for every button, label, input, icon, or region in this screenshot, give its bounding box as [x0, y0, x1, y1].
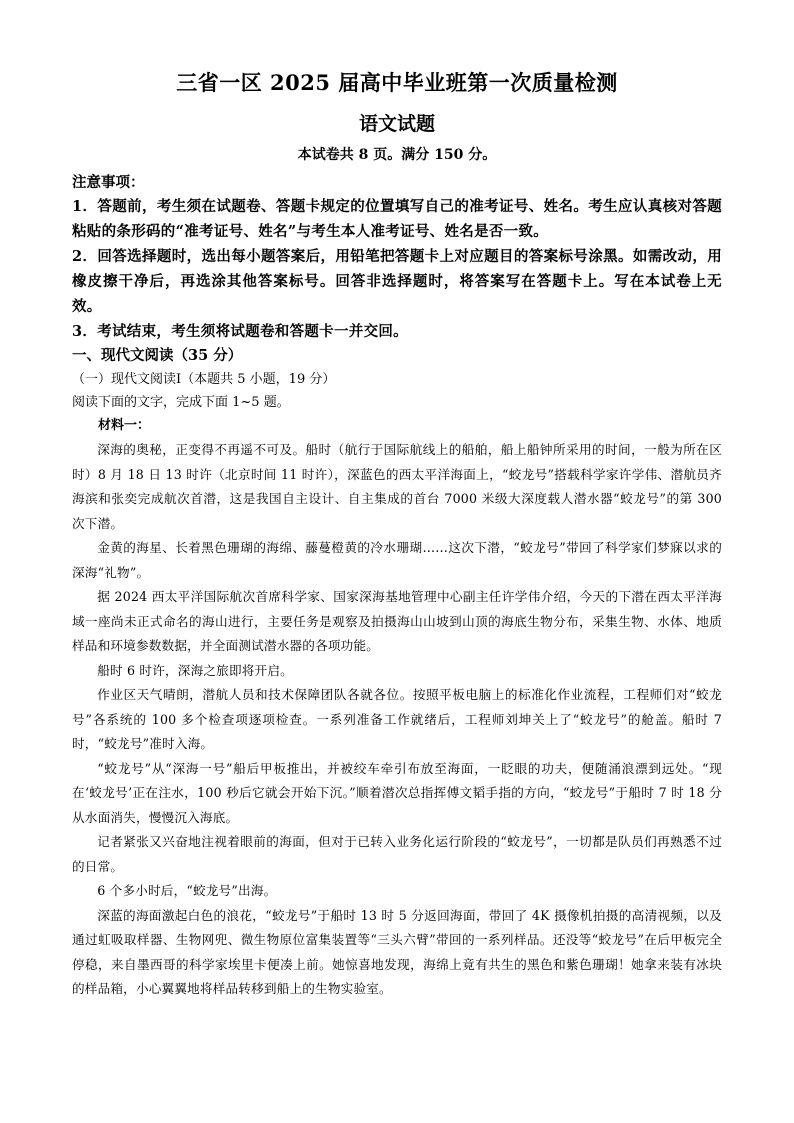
exam-meta: 本试卷共 8 页。满分 150 分。 — [297, 147, 497, 163]
subject-title: 语文试题 — [358, 113, 435, 135]
paragraph-8: 6 个多小时后，“蛟龙号”出海。 — [97, 883, 277, 898]
exam-title: 三省一区 2025 届高中毕业班第一次质量检测 — [176, 70, 618, 95]
notes-heading: 注意事项： — [72, 174, 145, 191]
note-item-2: 2．回答选择题时，选出每小题答案后，用铅笔把答题卡上对应题目的答案标号涂黑。如需改动，用橡皮擦干净后，再选涂其他答案标号。回答非选择题时，将答案写在答题卡上。写在本试卷上无效。 — [72, 248, 722, 315]
paragraph-4: 船时 6 时许，深海之旅即将开启。 — [97, 662, 293, 678]
paragraph-9: 深蓝的海面激起白色的浪花，“蛟龙号”于船时 13 时 5 分返回海面，带回了 4K 摄像机拍摄的高清视频，以及通过虹吸取样器、生物网兜、微生物原位富集装置等“三头六臂”带回的一系列样品。还没等“蛟龙号”在后甲板完全停稳，来自墨西哥的科学家埃里卡便凑上前。她惊喜地发现，海绵上竟有共生的黑色和紫色珊瑚！她拿来装有冰块的样品箱，小心翼翼地将样品转移到船上的生物实验室。 — [72, 907, 722, 996]
note-item-1: 1．答题前，考生须在试题卷、答题卡规定的位置填写自己的准考证号、姓名。考生应认真核对答题粘贴的条形码的“准考证号、姓名”与考生本人准考证号、姓名是否一致。 — [72, 198, 722, 240]
subsection-heading: （一）现代文阅读Ⅰ（本题共 5 小题，19 分） — [72, 372, 336, 387]
reading-instruction: 阅读下面的文字，完成下面 1~5 题。 — [72, 395, 290, 410]
section-heading: 一、现代文阅读（35 分） — [72, 347, 243, 364]
paragraph-7: 记者紧张又兴奋地注视着眼前的海面，但对于已转入业务化运行阶段的“蛟龙号”，一切都是队员们再熟悉不过的日常。 — [72, 834, 722, 874]
paragraph-6: “蛟龙号”从“深海一号”船后甲板推出，并被绞车牵引布放至海面，一眨眼的功夫，便随涌浪漂到远处。“现在‘蛟龙号’正在注水，100 秒后它就会开始下沉。”顺着潜次总指挥傅文韬手指的方向，“蛟龙号”于船时 7 时 18 分从水面消失，慢慢沉入海底。 — [72, 760, 722, 825]
material-label: 材料一： — [98, 418, 151, 433]
paragraph-2: 金黄的海星、长着黑色珊瑚的海绵、藤蔓橙黄的冷水珊瑚……这次下潜，“蛟龙号”带回了科学家们梦寐以求的深海“礼物”。 — [72, 540, 722, 580]
paragraph-3: 据 2024 西太平洋国际航次首席科学家、国家深海基地管理中心副主任许学伟介绍，今天的下潜在西太平洋海域一座尚未正式命名的海山进行，主要任务是观察及拍摄海山山坡到山顶的海底生物分布，采集生物、水体、地质样品和环境参数数据，并全面测试潜水器的各项功能。 — [72, 589, 722, 653]
paragraph-1: 深海的奥秘，正变得不再遥不可及。船时（航行于国际航线上的船舶，船上船钟所采用的时间，一般为所在区时）8 月 18 日 13 时许（北京时间 11 时许），深蓝色的西太平洋海面上，“蛟龙号”搭载科学家许学伟、潜航员齐海滨和张奕完成航次首潜，这是我国自主设计、自主集成的首台 7000 米级大深度载人潜水器“蛟龙号”的第 300 次下潜。 — [72, 442, 722, 531]
paragraph-5: 作业区天气晴朗，潜航人员和技术保障团队各就各位。按照平板电脑上的标准化作业流程，工程师们对“蛟龙号”各系统的 100 多个检查项逐项检查。一系列准备工作就绪后，工程师刘坤关上了“蛟龙号”的舱盖。船时 7 时，“蛟龙号”准时入海。 — [72, 687, 722, 751]
note-item-3: 3．考试结束，考生须将试题卷和答题卡一并交回。 — [72, 323, 408, 340]
